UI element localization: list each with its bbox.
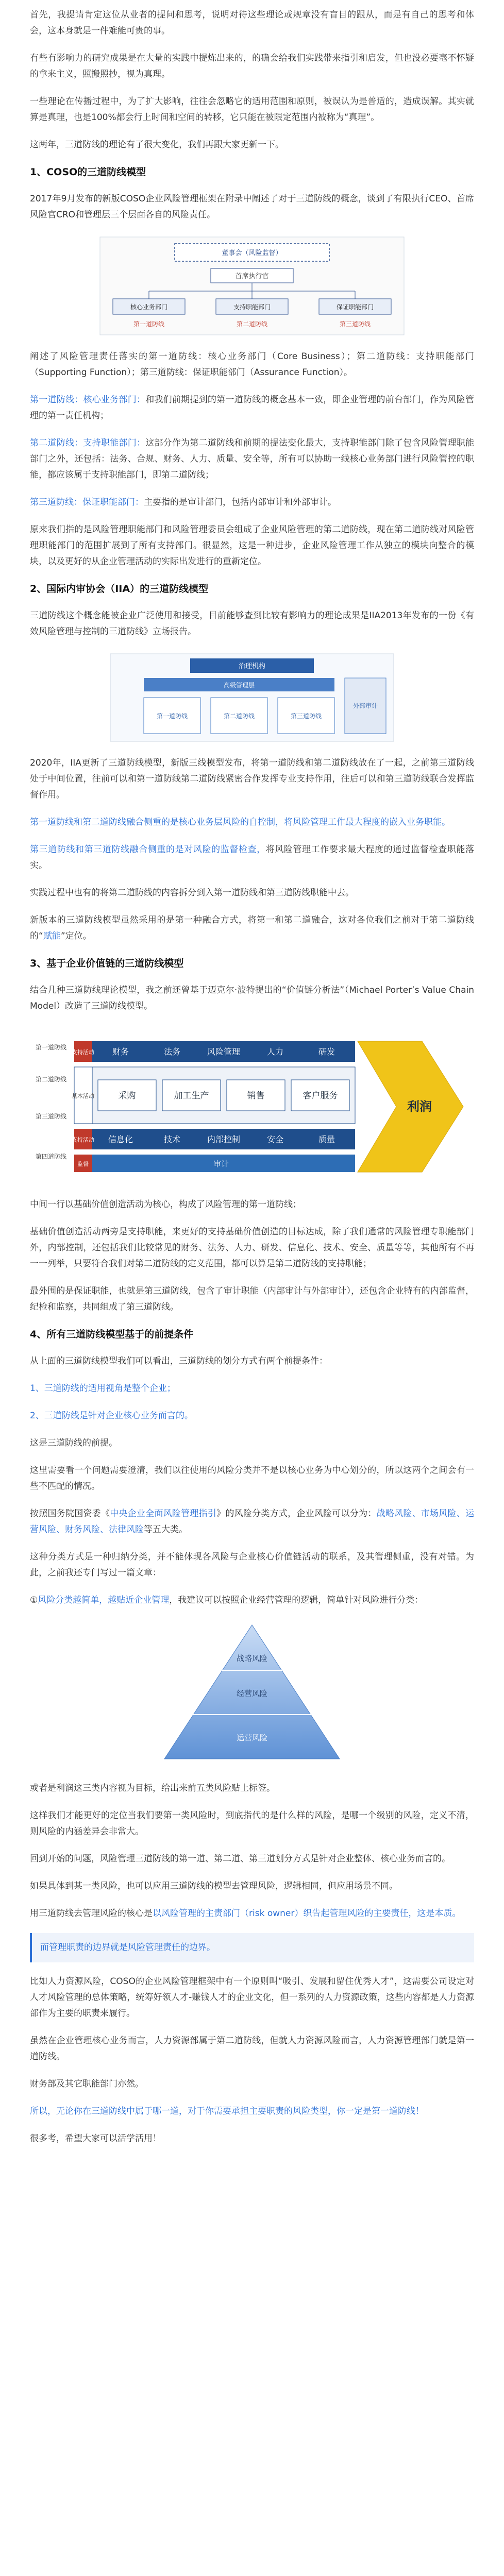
box-core: 核心业务部门 <box>130 303 168 311</box>
quote-box: 而管理职责的边界就是风险管理责任的边界。 <box>30 1933 474 1962</box>
vc-row-1: 第一道防线 <box>35 1044 67 1051</box>
paragraph: 财务部及其它职能部门亦然。 <box>30 2079 144 2089</box>
iia-line-3: 第三道防线 <box>290 713 322 720</box>
intro-paragraph: 首先，我提请肯定这位从业者的提问和思考，说明对待这些理论或规章没有盲目的跟从，而是有自己的思考和体会，这本身就是一件难能可贵的事。 <box>30 10 474 36</box>
paragraph: 从上面的三道防线模型我们可以看出，三道防线的划分方式有两个前提条件： <box>30 1356 328 1366</box>
text: 新版本的三道防线模型虽然采用的是第一种融合方式，将第一和第二道融合，这对各位我们之前对于第二道防线的“ <box>30 915 474 941</box>
coso-diagram <box>30 234 474 337</box>
text: ”定位。 <box>60 931 92 941</box>
paragraph: 阐述了风险管理责任落实的第一道防线：核心业务部门（Core Business）；第二道防线：支持职能部门（Supporting Function）；第三道防线：保证职能部门（Assurance Function）。 <box>30 351 474 378</box>
value-chain-item: 财务 <box>112 1047 129 1057</box>
paragraph: 2017年9月发布的新版COSO企业风险管理框架在附录中阐述了对于三道防线的概念，谈到了有限执行CEO、首席风险官CRO和管理层三个层面各自的风险责任。 <box>30 194 474 220</box>
risk-pyramid <box>30 1620 474 1769</box>
paragraph: 2、三道防线是针对企业核心业务而言的。 <box>30 1411 193 1421</box>
governing-body: 治理机构 <box>238 663 266 670</box>
paragraph <box>30 912 474 944</box>
value-chain-item: 采购 <box>118 1091 136 1101</box>
pyramid-top: 战略风险 <box>236 1654 268 1663</box>
paragraph <box>30 842 474 874</box>
text: 用三道防线去管理风险的核心是 <box>30 1908 153 1919</box>
line-1: 第一道防线 <box>133 320 165 328</box>
paragraph: 这种分类方式是一种归纳分类，并不能体现各风险与企业核心价值链活动的联系，及其管理侧重，没有对错。为此，之前我还专门写过一篇文章： <box>30 1552 474 1578</box>
paragraph: 最外围的是保证职能，也就是第三道防线，包含了审计职能（内部审计与外部审计），还包含企业特有的内部监督，纪检和监察，共同组成了第三道防线。 <box>30 1286 474 1312</box>
pyramid-bot: 运营风险 <box>236 1733 268 1742</box>
iia-diagram <box>30 651 474 744</box>
text: 这部分作为第二道防线和前期的提法变化最大，支持职能部门除了包含风险管理职能部门之外，还包括：法务、合规、财务、人力、质量、安全等，所有可以协助一线核心业务部门进行风险管控的职能，都应该属于支持职能部门，即第二道防线； <box>30 438 475 480</box>
text: 按照国务院国资委《 <box>30 1509 110 1519</box>
board-label: 董事会（风险监督） <box>222 249 282 257</box>
iia-line-1: 第一道防线 <box>156 713 188 720</box>
line-3: 第三道防线 <box>339 320 371 328</box>
value-chain-item: 客户服务 <box>303 1091 338 1101</box>
section-heading: 4、所有三道防线模型基于的前提条件 <box>30 1329 194 1340</box>
vc-r3-label: 支持活动 <box>72 1137 94 1143</box>
paragraph: 所以，无论你在三道防线中属于哪一道，对于你需要承担主要职责的风险类型，你一定是第一道防线！ <box>30 2106 424 2116</box>
intro-paragraph: 有些有影响力的研究成果是在大量的实践中提炼出来的，的确会给我们实践带来指引和启发，但也没必要毫不怀疑的拿来主义，照搬照抄，视为真理。 <box>30 53 474 79</box>
value-chain-item: 人力 <box>266 1047 284 1057</box>
section-heading: 2、国际内审协会（IIA）的三道防线模型 <box>30 583 209 595</box>
paragraph <box>30 1592 474 1608</box>
intro-paragraph: 一些理论在传播过程中，为了扩大影响，往往会忽略它的适用范围和原则，被误认为是普适的，造成误解。其实就算是真理，也是100%都会行上时间和空间的转移，它只能在被限定范围内被称为“真理”。 <box>30 96 474 123</box>
paragraph: 1、三道防线的适用视角是整个企业； <box>30 1383 176 1394</box>
box-support: 支持职能部门 <box>233 303 271 311</box>
text: 主要指的是审计部门，包括内部审计和外部审计。 <box>144 497 337 507</box>
box-assurance: 保证职能部门 <box>336 303 374 311</box>
value-chain-item: 质量 <box>318 1134 335 1144</box>
value-chain-item: 销售 <box>247 1091 265 1101</box>
paragraph: 这是三道防线的前提。 <box>30 1438 117 1448</box>
paragraph: 中间一行以基础价值创造活动为核心，构成了风险管理的第一道防线； <box>30 1199 301 1210</box>
intro-paragraph: 这两年，三道防线的理论有了很大变化，我们再跟大家更新一下。 <box>30 140 284 150</box>
link-text: 中央企业全面风险管理指引 <box>110 1509 217 1519</box>
paragraph: 三道防线这个概念能被企业广泛使用和接受，目前能够查到比较有影响力的理论成果是IIA2013年发布的一份《有效风险管理与控制的三道防线》立场报告。 <box>30 611 474 637</box>
paragraph: 这样我们才能更好的定位当我们要第一类风险时，到底指代的是什么样的风险，是哪一个级别的风险，定义不清，则风险的内涵差异会非常大。 <box>30 1810 474 1837</box>
paragraph <box>30 392 474 424</box>
paragraph: 2020年，IIA更新了三道防线模型，新版三线模型发布，将第一道防线和第二道防线放在了一起，之前第三道防线处于中间位置，往前可以和第一道防线第二道防线紧密合作发挥专业支持作用，往后可以和第三道防线联合发挥监督作用。 <box>30 758 474 800</box>
label: 第二道防线：支持职能部门： <box>30 438 146 448</box>
paragraph: 实践过程中也有的将第二道防线的内容拆分到入第一道防线和第三道防线职能中去。 <box>30 888 354 898</box>
paragraph <box>30 1906 474 1922</box>
value-chain-item: 安全 <box>266 1134 284 1144</box>
paragraph: 第一道防线和第二道防线融合侧重的是核心业务层风险的自控制，将风险管理工作最大程度的嵌入业务职能。 <box>30 817 450 827</box>
paragraph: 基础价值创造活动两旁是支持职能，来更好的支持基础价值创造的目标达成，除了我们通常的风险管理专职能部门外，内部控制，还包括我们比较常见的财务、法务、人力、研发、信息化、技术、安全、质量等等，其他所有不再一一列举，只要符合我们对第二道防线的定义范围，都可以算是第二道防线的支持职能； <box>30 1227 474 1269</box>
paragraph: 原来我们指的是风险管理职能部门和风险管理委员会组成了企业风险管理的第二道防线，现在第二道防线对风险管理职能部门的范围扩展到了所有支持部门。很显然，这是一种进步，企业风险管理工作从独立的模块向整合的模块，以及更好的从企业管理活动的实际出发进行的重新定位。 <box>30 524 474 567</box>
label: 第三道防线：保证职能部门： <box>30 497 144 507</box>
value-chain-item: 内部控制 <box>207 1134 241 1144</box>
line-2: 第二道防线 <box>236 320 268 328</box>
text: 等五大类。 <box>144 1524 188 1535</box>
value-chain-item: 风险管理 <box>207 1047 241 1057</box>
link-text[interactable]: 风险分类越简单，越贴近企业管理 <box>38 1595 170 1605</box>
paragraph <box>30 1506 474 1538</box>
text: ① <box>30 1595 38 1605</box>
value-chain-item: 加工生产 <box>174 1091 209 1101</box>
vc-r2-label: 基本活动 <box>72 1093 94 1099</box>
value-chain-item: 研发 <box>318 1047 335 1057</box>
vc-profit: 利润 <box>407 1099 432 1114</box>
link-text: 赋能 <box>43 931 61 941</box>
paragraph: 回到开始的问题，风险管理三道防线的第一道、第二道、第三道划分方式是针对企业整体、核心业务而言的。 <box>30 1854 450 1864</box>
paragraph: 比如人力资源风险，COSO的企业风险管理框架中有一个原则叫“吸引、发展和留住优秀人才”，这需要公司设定对人才风险管理的总体策略，统筹好领人才-赚钱人才的企业文化，但一系列的人力资源政策，这些内容都是人力资源部作为主要的职责来履行。 <box>30 1976 474 2019</box>
vc-row-3: 第三道防线 <box>35 1113 67 1120</box>
highlight-text: 第三道防线和第三道防线融合侧重的是对风险的监督检查， <box>30 844 266 855</box>
vc-r4-item: 审计 <box>213 1159 229 1168</box>
text: ，我建议可以按照企业经营管理的逻辑，简单针对风险进行分类： <box>169 1595 424 1605</box>
iia-line-2: 第二道防线 <box>223 713 255 720</box>
value-chain-item: 技术 <box>163 1134 181 1144</box>
vc-r4-label: 监督 <box>77 1161 89 1167</box>
vc-row-4: 第四道防线 <box>35 1153 67 1160</box>
text: 将风险管理工作要求最大程度的通过监督检查职能落实。 <box>30 844 475 871</box>
value-chain-diagram <box>30 1026 474 1185</box>
paragraph: 虽然在企业管理核心业务而言，人力资源部属于第二道防线，但就人力资源风险而言，人力资源管理部门就是第一道防线。 <box>30 2036 474 2062</box>
section-heading: 1、COSO的三道防线模型 <box>30 166 146 178</box>
text: 和我们前期提到的第一道防线的概念基本一致，即企业管理的前台部门，作为风险管理的第一责任机构； <box>30 395 475 421</box>
vc-row-2: 第二道防线 <box>35 1076 67 1083</box>
closing-paragraph: 很多考，希望大家可以活学活用！ <box>30 2133 161 2144</box>
pyramid-mid: 经营风险 <box>236 1689 268 1698</box>
section-heading: 3、基于企业价值链的三道防线模型 <box>30 958 184 969</box>
highlight-text: 战略风险、市场风险、运营风险、财务风险、法律风险 <box>30 1509 475 1535</box>
ceo-label: 首席执行官 <box>235 273 269 280</box>
paragraph <box>30 435 474 483</box>
value-chain-item: 法务 <box>163 1047 181 1057</box>
external-audit: 外部审计 <box>352 702 378 709</box>
senior-management: 高级管理层 <box>223 682 255 689</box>
paragraph: 如果具体到某一类风险，也可以应用三道防线的模型去管理风险，逻辑相同，但应用场景不同。 <box>30 1881 398 1891</box>
highlight-text: 以风险管理的主责部门（risk owner）织告起管理风险的主要责任，这是本质。 <box>153 1908 461 1919</box>
paragraph: 结合几种三道防线理论模型，我之前还曾基于迈克尔·波特提出的“价值链分析法”（Michael Porter’s Value Chain Model）改造了三道防线模型。 <box>30 985 474 1011</box>
paragraph: 或者是利润这三类内容视为目标，给出来前五类风险贴上标签。 <box>30 1783 275 1793</box>
paragraph: 这里需要看一个问题需要澄清，我们以往使用的风险分类并不是以核心业务为中心划分的，所以这两个之间会有一些不匹配的情况。 <box>30 1465 474 1492</box>
text: 》的风险分类方式，企业风险可以分为： <box>216 1509 377 1519</box>
paragraph <box>30 495 474 511</box>
label: 第一道防线：核心业务部门： <box>30 395 146 405</box>
vc-r1-label: 支持活动 <box>72 1049 94 1056</box>
value-chain-item: 信息化 <box>108 1134 133 1144</box>
